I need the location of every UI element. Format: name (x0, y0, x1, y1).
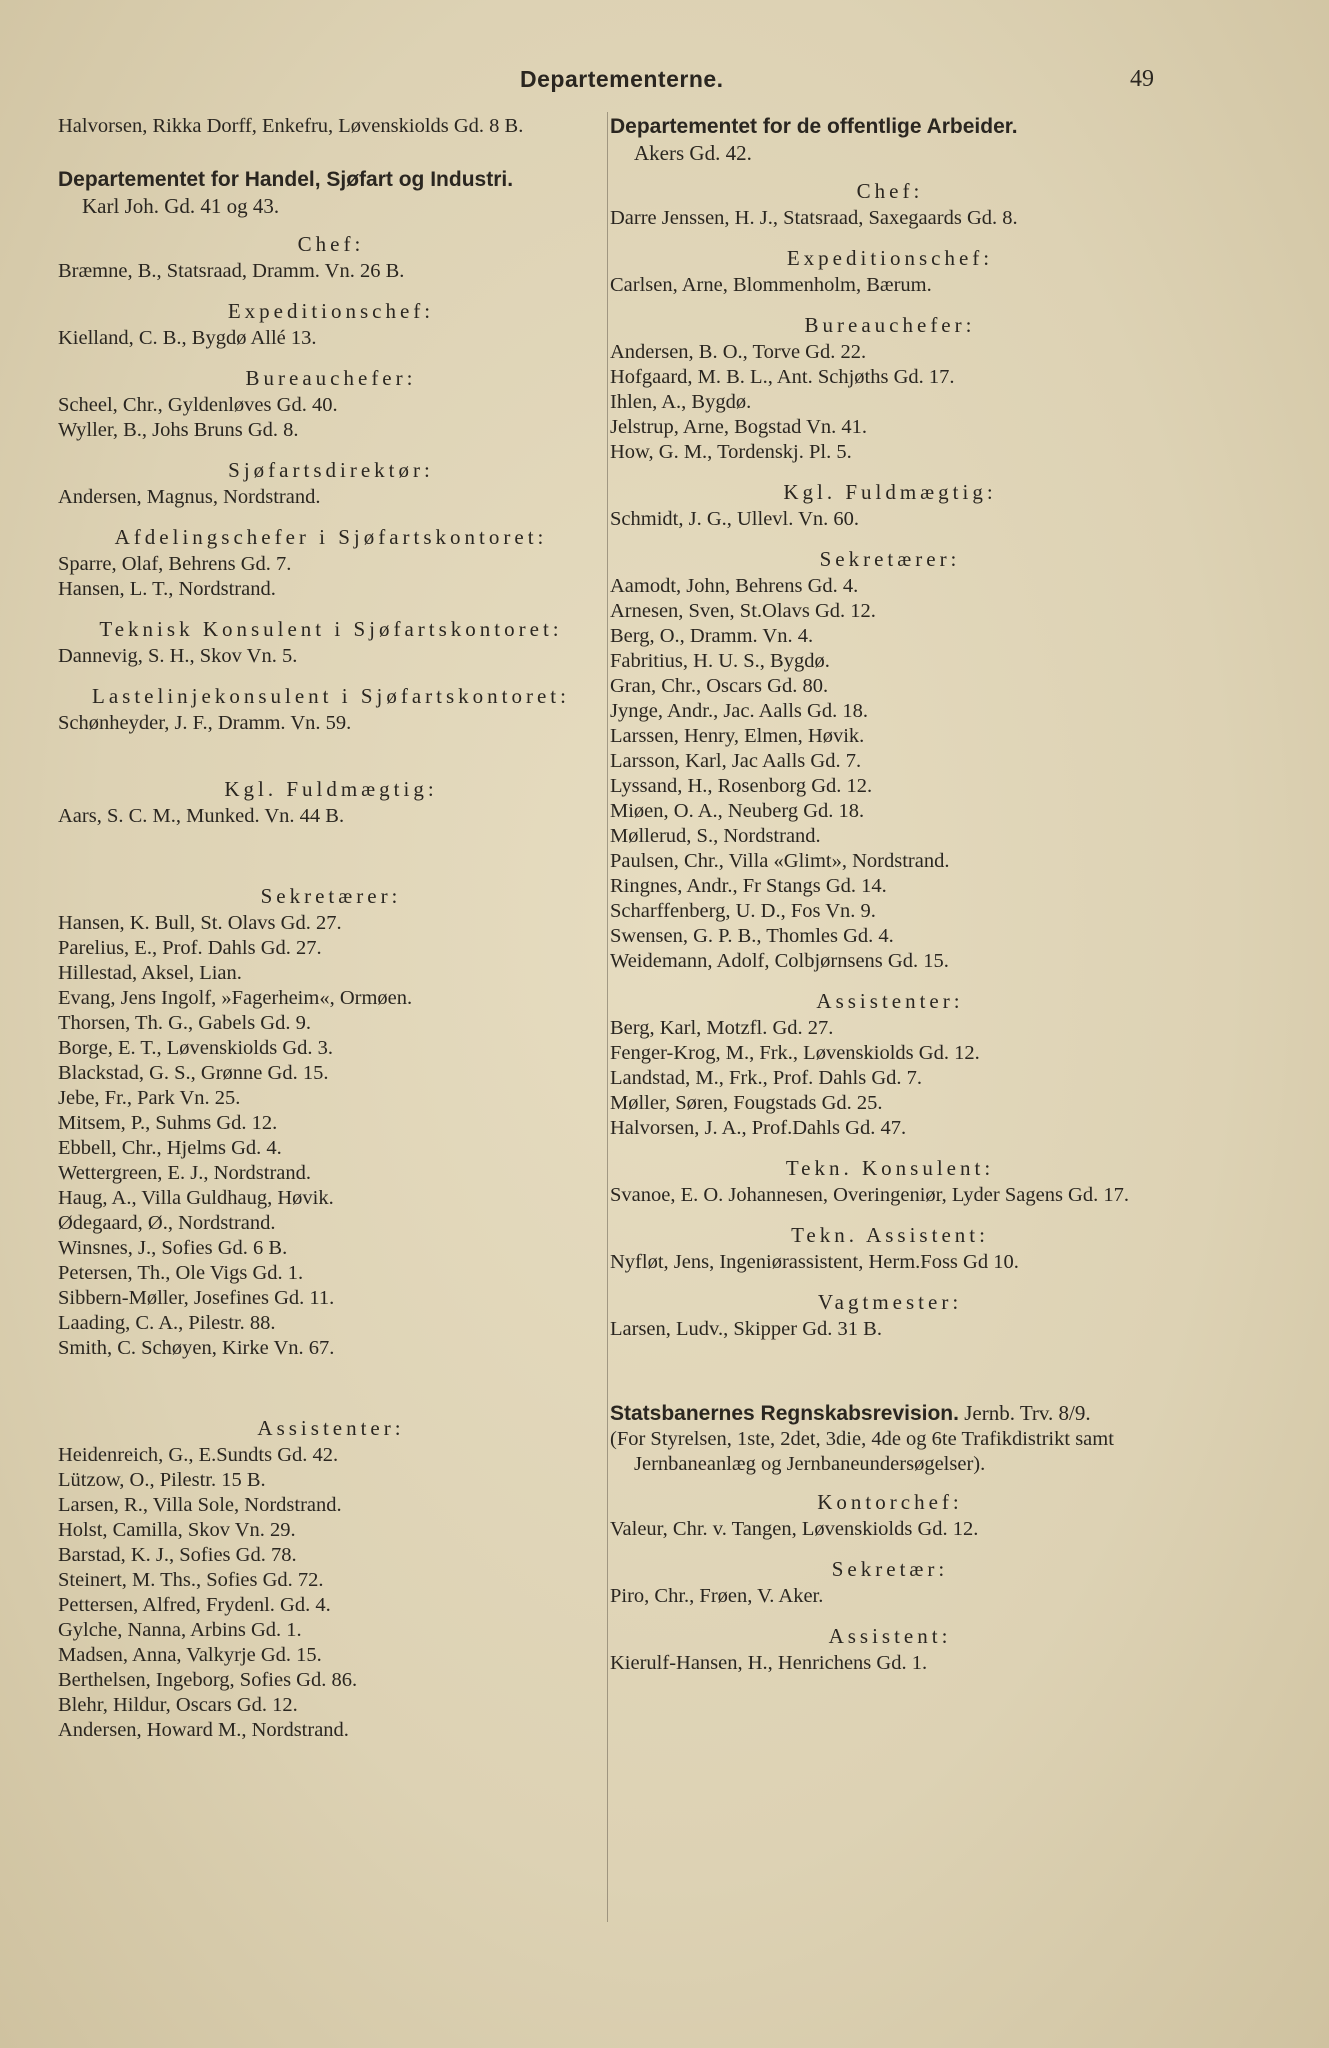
section-sekretaerer (610, 546, 1170, 974)
section-heading: Bureauchefer: (245, 366, 417, 390)
list-item: Larsson, Karl, Jac Aalls Gd. 7. (610, 750, 862, 772)
list-item: Parelius, E., Prof. Dahls Gd. 27. (58, 937, 322, 959)
list-item: Petersen, Th., Ole Vigs Gd. 1. (58, 1262, 304, 1284)
list-item: Steinert, M. Ths., Sofies Gd. 72. (58, 1569, 324, 1591)
list-item: Hansen, K. Bull, St. Olavs Gd. 27. (58, 912, 342, 934)
list-item: Haug, A., Villa Guldhaug, Høvik. (58, 1187, 334, 1209)
section-afdelingschefer (58, 524, 604, 602)
dept-title-offentlige-arbeider: Departementet for de offentlige Arbeider. (610, 115, 1018, 138)
list-item: Mitsem, P., Suhms Gd. 12. (58, 1112, 278, 1134)
section-sjofartsdirektor (58, 457, 604, 510)
list-item: Kierulf-Hansen, H., Henrichens Gd. 1. (610, 1652, 928, 1674)
section-expeditionschef (610, 245, 1170, 298)
list-item: Fenger-Krog, M., Frk., Løvenskiolds Gd. 12. (610, 1042, 980, 1064)
list-item: Hillestad, Aksel, Lian. (58, 962, 242, 984)
list-item: Ødegaard, Ø., Nordstrand. (58, 1212, 276, 1234)
list-item: Fabritius, H. U. S., Bygdø. (610, 650, 830, 672)
section-heading: Kgl. Fuldmægtig: (224, 777, 438, 801)
list-item: Holst, Camilla, Skov Vn. 29. (58, 1519, 296, 1541)
section-heading: Lastelinjekonsulent i Sjøfartskontoret: (92, 684, 570, 708)
list-item: Gran, Chr., Oscars Gd. 80. (610, 675, 829, 697)
list-item: Ihlen, A., Bygdø. (610, 391, 752, 413)
list-item: Pettersen, Alfred, Frydenl. Gd. 4. (58, 1594, 331, 1616)
list-item: Ebbell, Chr., Hjelms Gd. 4. (58, 1137, 282, 1159)
section-tekn-konsulent (610, 1155, 1170, 1208)
dept-address: Akers Gd. 42. (634, 141, 752, 165)
list-item: Berg, O., Dramm. Vn. 4. (610, 625, 814, 647)
section-heading: Vagtmester: (817, 1290, 963, 1314)
list-item: Dannevig, S. H., Skov Vn. 5. (58, 645, 298, 667)
running-head: Departementerne. (520, 66, 724, 92)
list-item: Møllerud, S., Nordstrand. (610, 825, 821, 847)
list-item: Madsen, Anna, Valkyrje Gd. 15. (58, 1644, 322, 1666)
list-item: Jelstrup, Arne, Bogstad Vn. 41. (610, 416, 868, 438)
list-item: Sibbern-Møller, Josefines Gd. 11. (58, 1287, 335, 1309)
section-kgl-fuldmaegtig (58, 776, 604, 829)
list-item: Swensen, G. P. B., Thomles Gd. 4. (610, 925, 894, 947)
page-header (0, 66, 1329, 106)
list-item: Winsnes, J., Sofies Gd. 6 B. (58, 1237, 288, 1259)
section-heading: Chef: (297, 232, 365, 256)
list-item: Arnesen, Sven, St.Olavs Gd. 12. (610, 600, 876, 622)
section-lastelinjekonsulent (58, 683, 604, 736)
section-heading: Kgl. Fuldmægtig: (783, 480, 997, 504)
statsbanerne-title-line (610, 1400, 1170, 1427)
list-item: Hansen, L. T., Nordstrand. (58, 578, 276, 600)
section-assistenter (610, 988, 1170, 1141)
section-heading: Assistent: (828, 1624, 952, 1648)
list-item: Bræmne, B., Statsraad, Dramm. Vn. 26 B. (58, 260, 405, 282)
dept-address: Karl Joh. Gd. 41 og 43. (82, 194, 280, 218)
list-item: Landstad, M., Frk., Prof. Dahls Gd. 7. (610, 1067, 923, 1089)
column-divider (607, 112, 608, 1922)
list-item: Aars, S. C. M., Munked. Vn. 44 B. (58, 805, 345, 827)
carryover-entry: Halvorsen, Rikka Dorff, Enkefru, Løvenskiolds Gd. 8 B. (58, 115, 524, 137)
list-item: Larsen, Ludv., Skipper Gd. 31 B. (610, 1318, 882, 1340)
section-heading: Assistenter: (257, 1416, 405, 1440)
section-sekretaer (610, 1556, 1170, 1609)
list-item: Thorsen, Th. G., Gabels Gd. 9. (58, 1012, 311, 1034)
section-sekretaerer (58, 883, 604, 1361)
section-bureauchefer (610, 312, 1170, 465)
list-item: Larssen, Henry, Elmen, Høvik. (610, 725, 865, 747)
section-assistent (610, 1623, 1170, 1676)
section-heading: Sjøfartsdirektør: (228, 458, 434, 482)
section-heading: Sekretær: (831, 1557, 949, 1581)
list-item: Andersen, Howard M., Nordstrand. (58, 1719, 349, 1741)
section-heading: Tekn. Konsulent: (785, 1156, 995, 1180)
list-item: Evang, Jens Ingolf, »Fagerheim«, Ormøen. (58, 987, 413, 1009)
section-kgl-fuldmaegtig (610, 479, 1170, 532)
section-chef (58, 231, 604, 284)
section-heading: Sekretærer: (260, 884, 402, 908)
list-item: Møller, Søren, Fougstads Gd. 25. (610, 1092, 883, 1114)
list-item: Heidenreich, G., E.Sundts Gd. 42. (58, 1444, 339, 1466)
section-teknisk-konsulent (58, 616, 604, 669)
list-item: Kielland, C. B., Bygdø Allé 13. (58, 327, 317, 349)
section-bureauchefer (58, 365, 604, 443)
section-heading: Expeditionschef: (786, 246, 994, 270)
list-item: Piro, Chr., Frøen, V. Aker. (610, 1585, 824, 1607)
dept-title-handel: Departementet for Handel, Sjøfart og Industri. (58, 168, 514, 191)
section-heading: Expeditionschef: (227, 299, 435, 323)
section-vagtmester (610, 1289, 1170, 1342)
section-heading: Assistenter: (816, 989, 964, 1013)
list-item: Sparre, Olaf, Behrens Gd. 7. (58, 553, 292, 575)
list-item: Miøen, O. A., Neuberg Gd. 18. (610, 800, 865, 822)
list-item: Scheel, Chr., Gyldenløves Gd. 40. (58, 394, 338, 416)
list-item: How, G. M., Tordenskj. Pl. 5. (610, 441, 852, 463)
list-item: Andersen, Magnus, Nordstrand. (58, 486, 321, 508)
list-item: Berthelsen, Ingeborg, Sofies Gd. 86. (58, 1669, 358, 1691)
left-column (58, 114, 604, 1757)
list-item: Schønheyder, J. F., Dramm. Vn. 59. (58, 712, 352, 734)
section-list (58, 231, 604, 1743)
statsbanerne-address: Jernb. Trv. 8/9. (964, 1401, 1091, 1425)
list-item: Larsen, R., Villa Sole, Nordstrand. (58, 1494, 342, 1516)
section-heading: Bureauchefer: (804, 313, 976, 337)
list-item: Smith, C. Schøyen, Kirke Vn. 67. (58, 1337, 335, 1359)
section-heading: Sekretærer: (819, 547, 961, 571)
list-item: Ringnes, Andr., Fr Stangs Gd. 14. (610, 875, 887, 897)
list-item: Wyller, B., Johs Bruns Gd. 8. (58, 419, 299, 441)
list-item: Nyfløt, Jens, Ingeniørassistent, Herm.Foss Gd 10. (610, 1251, 1019, 1273)
statsbanerne-block (610, 1400, 1170, 1676)
section-heading: Chef: (856, 179, 924, 203)
right-column (610, 114, 1170, 1690)
list-item: Valeur, Chr. v. Tangen, Løvenskiolds Gd. 12. (610, 1518, 979, 1540)
list-item: Lyssand, H., Rosenborg Gd. 12. (610, 775, 873, 797)
list-item: Berg, Karl, Motzfl. Gd. 27. (610, 1017, 834, 1039)
list-item: Carlsen, Arne, Blommenholm, Bærum. (610, 274, 932, 296)
list-item: Jynge, Andr., Jac. Aalls Gd. 18. (610, 700, 868, 722)
list-item: Schmidt, J. G., Ullevl. Vn. 60. (610, 508, 860, 530)
list-item: Aamodt, John, Behrens Gd. 4. (610, 575, 859, 597)
section-kontorchef (610, 1489, 1170, 1542)
list-item: Andersen, B. O., Torve Gd. 22. (610, 341, 867, 363)
list-item: Blehr, Hildur, Oscars Gd. 12. (58, 1694, 298, 1716)
section-heading: Teknisk Konsulent i Sjøfartskontoret: (99, 617, 563, 641)
section-chef (610, 178, 1170, 231)
list-item: Lützow, O., Pilestr. 15 B. (58, 1469, 266, 1491)
section-heading: Afdelingschefer i Sjøfartskontoret: (114, 525, 548, 549)
section-assistenter (58, 1415, 604, 1743)
list-item: Scharffenberg, U. D., Fos Vn. 9. (610, 900, 876, 922)
statsbanerne-title: Statsbanernes Regnskabsrevision. (610, 1402, 959, 1425)
list-item: Svanoe, E. O. Johannesen, Overingeniør, Lyder Sagens Gd. 17. (610, 1184, 1129, 1206)
list-item: Borge, E. T., Løvenskiolds Gd. 3. (58, 1037, 334, 1059)
statsbanerne-note: (For Styrelsen, 1ste, 2det, 3die, 4de og 6te Trafikdistrikt samt Jernbaneanlæg og Jernbaneundersøgelser). (610, 1428, 1114, 1475)
list-item: Darre Jenssen, H. J., Statsraad, Saxegaards Gd. 8. (610, 207, 1018, 229)
section-tekn-assistent (610, 1222, 1170, 1275)
list-item: Blackstad, G. S., Grønne Gd. 15. (58, 1062, 329, 1084)
list-item: Weidemann, Adolf, Colbjørnsens Gd. 15. (610, 950, 949, 972)
list-item: Hofgaard, M. B. L., Ant. Schjøths Gd. 17. (610, 366, 955, 388)
list-item: Jebe, Fr., Park Vn. 25. (58, 1087, 241, 1109)
section-expeditionschef (58, 298, 604, 351)
section-heading: Kontorchef: (817, 1490, 963, 1514)
page-number: 49 (1130, 66, 1154, 92)
list-item: Wettergreen, E. J., Nordstrand. (58, 1162, 312, 1184)
list-item: Halvorsen, J. A., Prof.Dahls Gd. 47. (610, 1117, 907, 1139)
list-item: Paulsen, Chr., Villa «Glimt», Nordstrand. (610, 850, 950, 872)
list-item: Barstad, K. J., Sofies Gd. 78. (58, 1544, 297, 1566)
list-item: Laading, C. A., Pilestr. 88. (58, 1312, 276, 1334)
list-item: Gylche, Nanna, Arbins Gd. 1. (58, 1619, 302, 1641)
section-heading: Tekn. Assistent: (791, 1223, 989, 1247)
